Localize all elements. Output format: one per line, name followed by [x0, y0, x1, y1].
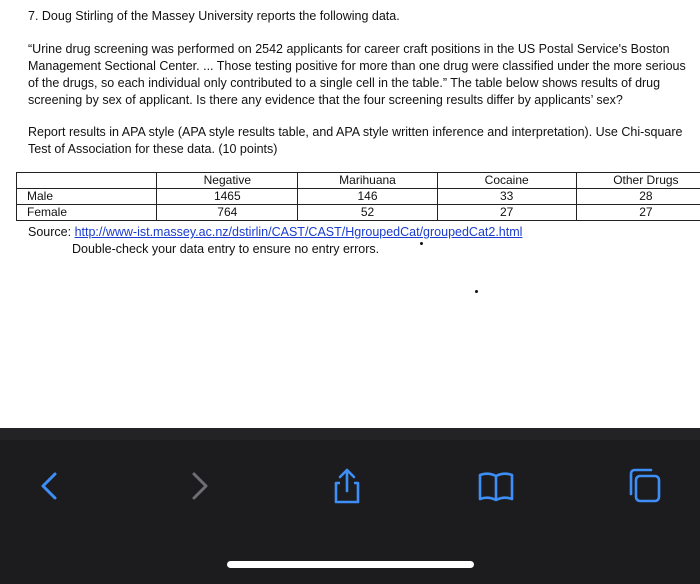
tabs-icon — [623, 466, 663, 506]
share-icon — [327, 466, 367, 506]
table-row — [17, 189, 700, 205]
row-label: Female — [17, 205, 157, 221]
table-header-cell: Negative — [157, 173, 298, 189]
table-cell: 52 — [298, 205, 437, 221]
question-instructions: Report results in APA style (APA style results table, and APA style written inference and interpretation). Use Chi-square Test of Association for these data. (10 points) — [28, 125, 683, 156]
drug-screening-table — [16, 172, 700, 221]
forward-button[interactable] — [180, 466, 220, 506]
table-cell: 764 — [157, 205, 298, 221]
table-cell: 33 — [437, 189, 576, 205]
question-body: “Urine drug screening was performed on 2542 applicants for career craft positions in the US Postal Service's Boston Management Sectional Center. ... Those testing positive for more than one drug were classified under the more serious of the drugs, so each individual only contributed to a single cell in the table.” The table below shows results of drug screening by sex of applicant. Is there any evidence that the four screening results differ by applicants’ sex? — [28, 42, 686, 107]
source-link[interactable]: http://www-ist.massey.ac.nz/dstirlin/CAST/CAST/HgroupedCat/groupedCat2.html — [74, 225, 523, 239]
back-button[interactable] — [29, 466, 69, 506]
row-label: Male — [17, 189, 157, 205]
table-cell: 146 — [298, 189, 437, 205]
table-cell: 27 — [437, 205, 576, 221]
table-header-cell: Other Drugs — [576, 173, 700, 189]
stray-dot — [420, 242, 423, 245]
table-header-row — [17, 173, 700, 189]
table-header-cell: Cocaine — [437, 173, 576, 189]
share-button[interactable] — [327, 466, 367, 506]
table-cell: 28 — [576, 189, 700, 205]
stray-dot — [475, 290, 478, 293]
table-header-cell: Marihuana — [298, 173, 437, 189]
table-cell: 27 — [576, 205, 700, 221]
bookmarks-button[interactable] — [476, 466, 516, 506]
table-header-cell — [17, 173, 157, 189]
source-line — [28, 224, 522, 241]
table-cell: 1465 — [157, 189, 298, 205]
source-prefix: Source: — [28, 225, 75, 239]
tabs-button[interactable] — [623, 466, 663, 506]
data-entry-note: Double-check your data entry to ensure no entry errors. — [72, 242, 380, 256]
forward-icon — [180, 466, 220, 506]
toolbar-edge — [0, 428, 700, 440]
bookmarks-icon — [476, 466, 516, 506]
question-title: 7. Doug Stirling of the Massey University reports the following data. — [28, 9, 400, 23]
back-icon — [29, 466, 69, 506]
home-indicator[interactable] — [227, 561, 474, 568]
table-row — [17, 205, 700, 221]
